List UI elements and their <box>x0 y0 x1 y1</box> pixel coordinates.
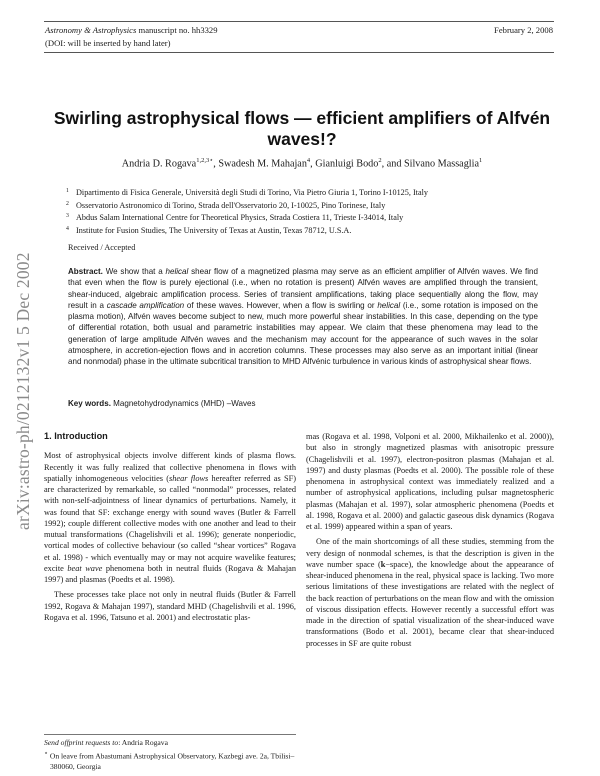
author-list: Andria D. Rogava$^{1,2,3⋆}$, Swadesh M. Mahajan$^4$, Gianluigi Bodo$^2$, and Silvano Massaglia$^1$ <box>121 157 483 170</box>
doi-line: (DOI: will be inserted by hand later) <box>45 38 171 48</box>
author: Gianluigi Bodo <box>315 158 379 170</box>
leave-note: ⋆ On leave from Abastumani Astrophysical Observatory, Kazbegi ave. 2a, Tbilisi–380060, Georgia <box>44 749 295 771</box>
paragraph: These processes take place not only in neutral fluids (Butler & Farrell 1992, Rogava & Mahajan 1997), standard MHD (Chagelishvili et al. 1996, Rogava et al. 1996, Tatsuno et al. 2001) and electrostatic plas- <box>44 590 296 622</box>
author: Andria D. Rogava <box>121 158 197 170</box>
affiliation: $^4$ Institute for Fusion Studies, The University of Texas at Austin, Texas 78712, U.S.A. <box>66 225 352 235</box>
affiliation: $^1$ Dipartimento di Fisica Generale, Università degli Studi di Torino, Via Pietro Giuria 1, Torino I-10125, Italy <box>66 188 428 197</box>
footnotes <box>44 734 296 772</box>
journal-name: Astronomy & Astrophysics <box>45 25 137 35</box>
keywords: Key words. Magnetohydrodynamics (MHD) –Waves <box>68 399 256 408</box>
abstract-label: Abstract. <box>68 267 103 276</box>
received-line: Received / Accepted <box>68 243 136 252</box>
paragraph: mas (Rogava et al. 1998, Volponi et al. 2000, Mikhailenko et al. 2000)), but also in strongly magnetized plasmas with anisotropic pressure (Chagelishvili et al. 1997), electron-positron plasmas (Mahajan et al. 1997) and dusty plasmas (Poedts et al. 2000). The possible role of these phenomena in astrophysical context was immediately realized and a number of astrophysical applications, including pulsar magnetospheric plasmas (Mahajan et al. 1997), solar atmospheric phenomena (Poedts et al. 1998, Rogava et al. 2000) and galactic gaseous disk dynamics (Rogava et al. 1999) appeared within a span of years. <box>306 432 554 531</box>
paragraph: Most of astrophysical objects involve different kinds of plasma flows. Recently it was fully realized that collective phenomena in flows with spatially inhomogeneous velocities (shear flows hereafter referred as SF) are characterized by remarkable, so called “nonmodal” processes, related with non-self-adjointness of linear dynamics of perturbations. Namely, it was found that SF: exchange energy with sound waves (Butler & Farrell 1992); couple different collective modes with one another and lead to their mutual transformations (Chagelishvili et al. 1996); generate nonperiodic, vortical modes of collective behaviour (so called “shear vortices” Rogava et al. 1998) - which eventually may or may not acquire wavelike features; excite beat wave phenomena both in neutral fluids (Rogava & Mahajan 1997) and plasmas (Poedts et al. 1998). <box>44 451 296 584</box>
right-column <box>306 431 554 649</box>
running-header <box>44 21 554 53</box>
arxiv-identifier: arXiv:astro-ph/0212132v1 5 Dec 2002 <box>13 252 33 530</box>
manuscript-number: manuscript no. hh3329 <box>138 25 218 35</box>
affiliations <box>66 186 428 236</box>
offprint-note: Send offprint requests to: Andria Rogava <box>44 738 168 747</box>
section-heading: 1. Introduction <box>44 431 108 441</box>
abstract: Abstract. We show that a helical shear flow of a magnetized plasma may serve as an efficient amplifier of Alfvén waves. We find that even when the flow is purely ejectional (i.e., when no rotation is present) Alfvén waves are amplified through the transient, shear-induced, algebraic amplification process. Series of transient amplifications, taking place sequentially along the flow, may result in a cascade amplification of these waves. However, when a flow is swirling or helical (i.e., some rotation is imposed on the plasma motion), Alfvén waves become subject to new, much more powerful shear instabilities. In this case, depending on the type of differential rotation, both usual and parametric instabilities may appear. We claim that these phenomena may lead to the generation of large amplitude Alfvén waves and the mechanism may account for the appearance of such waves in the solar atmosphere, in accretion-ejection flows and in accretion columns. These processes may also serve as an important initial (linear and nonmodal) phase in the ultimate subcritical transition to MHD Alfvénic turbulence in various kinds of astrophysical shear flows. <box>68 267 539 367</box>
author: Swadesh M. Mahajan <box>218 158 307 170</box>
left-column <box>44 431 296 623</box>
affiliation: $^2$ Osservatorio Astronomico di Torino, Strada dell'Osservatorio 20, I-10025, Pino Torinese, Italy <box>66 200 386 210</box>
author: Silvano Massaglia <box>403 158 479 170</box>
paper-title: Swirling astrophysical flows — efficient amplifiers of Alfvén waves!? <box>53 108 551 149</box>
keywords-label: Key words. <box>68 399 111 408</box>
paragraph: One of the main shortcomings of all these studies, stemming from the very design of nonmodal schemes, is that the description is given in the wave number space (k−space), the knowledge about the appearance of shear-induced phenomena in the real, physical space is lacking. Two more serious limitations of these investigations are related with the neglect of the back reaction of perturbations on the mean flow and with the omission of viscous dissipation effects. However recently a successful effort was made in the direction of spatial visualization of the shear-induced wave transformations (Bodo et al. 2001), became clear that shear-induced processes in SF are quite robust <box>306 537 554 648</box>
header-date: February 2, 2008 <box>494 25 553 35</box>
journal-line <box>45 24 218 36</box>
affiliation: $^3$ Abdus Salam International Centre for Theoretical Physics, Strada Costiera 11, Trieste I-34014, Italy <box>66 213 404 222</box>
